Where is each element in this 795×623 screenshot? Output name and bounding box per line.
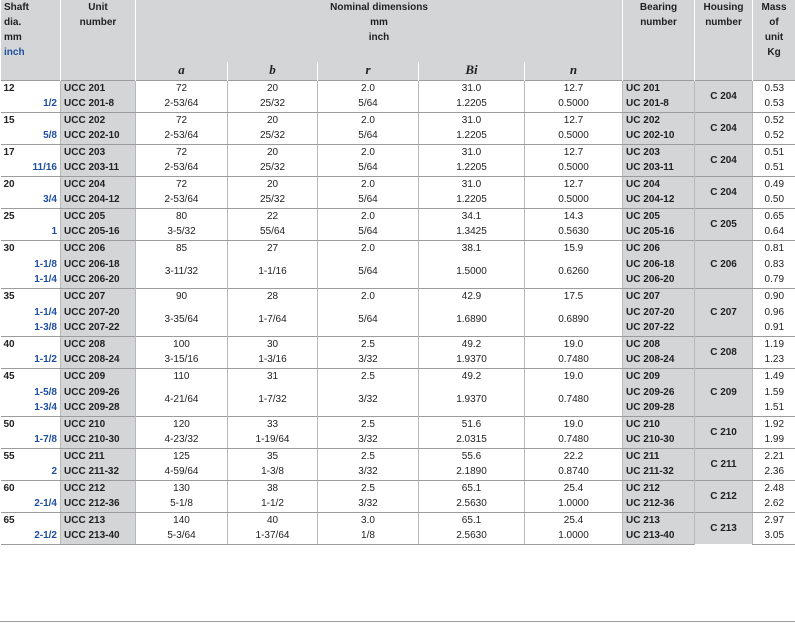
shaft-diameter-inch: 1-7/8 [1, 432, 61, 448]
unit-mass: 0.52 [753, 112, 795, 128]
dim-b: 20 [228, 112, 318, 128]
unit-mass: 3.05 [753, 528, 795, 544]
unit-number: UCC 209 [61, 368, 136, 384]
housing-number: C 204 [695, 144, 753, 176]
shaft-diameter-inch: 1-1/2 [1, 352, 61, 368]
unit-mass: 0.64 [753, 224, 795, 240]
bearing-number: UC 205 [623, 208, 695, 224]
unit-number: UCC 202-10 [61, 128, 136, 144]
dim-a: 140 [136, 512, 228, 528]
dim-n: 12.7 [525, 80, 623, 96]
dim-n: 0.6890 [525, 304, 623, 336]
unit-mass: 0.52 [753, 128, 795, 144]
unit-mass: 0.65 [753, 208, 795, 224]
dim-r: 2.0 [318, 112, 419, 128]
bearing-number: UC 213-40 [623, 528, 695, 544]
bearing-number: UC 203-11 [623, 160, 695, 176]
header-housing-number: Housing number [695, 0, 753, 80]
table-row [1, 128, 795, 144]
table-row [1, 288, 795, 304]
unit-number: UCC 206-20 [61, 272, 136, 288]
unit-mass: 0.53 [753, 80, 795, 96]
shaft-diameter-inch: 1-1/8 [34, 258, 57, 270]
dim-b: 1-7/64 [228, 304, 318, 336]
unit-number: UCC 207 [61, 288, 136, 304]
dim-n: 15.9 [525, 240, 623, 256]
bearing-number: UC 211-32 [623, 464, 695, 480]
unit-number: UCC 207-20 [61, 304, 136, 320]
dim-a: 72 [136, 176, 228, 192]
unit-mass: 0.90 [753, 288, 795, 304]
dim-r: 2.5 [318, 368, 419, 384]
dim-a: 3-15/16 [136, 352, 228, 368]
dim-n: 12.7 [525, 176, 623, 192]
shaft-diameter-mm: 65 [1, 512, 61, 528]
shaft-diameter-inch: 2 [1, 464, 61, 480]
dim-b: 25/32 [228, 96, 318, 112]
shaft-diameter-inch: 1-3/4 [1, 400, 61, 416]
header-dim-n: n [525, 62, 623, 80]
dim-bi: 2.1890 [419, 464, 525, 480]
dim-r: 3/32 [318, 464, 419, 480]
dim-bi: 65.1 [419, 512, 525, 528]
unit-mass: 1.92 [753, 416, 795, 432]
unit-mass: 0.53 [753, 96, 795, 112]
dim-bi: 49.2 [419, 368, 525, 384]
table-row [1, 80, 795, 96]
bearing-number: UC 212 [623, 480, 695, 496]
unit-number: UCC 210 [61, 416, 136, 432]
dim-bi: 1.2205 [419, 192, 525, 208]
unit-number: UCC 201 [61, 80, 136, 96]
shaft-diameter-mm: 30 [1, 240, 61, 256]
dim-a: 5-1/8 [136, 496, 228, 512]
dim-n: 0.7480 [525, 384, 623, 416]
dim-bi: 31.0 [419, 144, 525, 160]
header-dim-r: r [318, 62, 419, 80]
bearing-number: UC 205-16 [623, 224, 695, 240]
dim-r: 3/32 [318, 384, 419, 416]
unit-number: UCC 213 [61, 512, 136, 528]
dim-n: 0.5000 [525, 192, 623, 208]
unit-number: UCC 213-40 [61, 528, 136, 544]
table-row [1, 464, 795, 480]
shaft-diameter-mm: 60 [1, 480, 61, 496]
dim-b: 20 [228, 176, 318, 192]
unit-mass: 1.23 [753, 352, 795, 368]
unit-mass: 0.49 [753, 176, 795, 192]
header-dim-b: b [228, 62, 318, 80]
dim-b: 35 [228, 448, 318, 464]
table-row [1, 480, 795, 496]
dim-b: 22 [228, 208, 318, 224]
table-body [1, 80, 795, 544]
unit-number: UCC 209-26 [61, 384, 136, 400]
unit-mass: 0.96 [753, 304, 795, 320]
dim-r: 2.0 [318, 240, 419, 256]
dim-n: 0.6260 [525, 256, 623, 288]
table-row [1, 176, 795, 192]
bearing-number: UC 207-22 [623, 320, 695, 336]
dim-b: 1-1/2 [228, 496, 318, 512]
dim-a: 3-35/64 [136, 304, 228, 336]
bearing-number: UC 208 [623, 336, 695, 352]
shaft-diameter-mm: 17 [1, 144, 61, 160]
dim-a: 3-5/32 [136, 224, 228, 240]
dim-bi: 1.9370 [419, 352, 525, 368]
shaft-diameter-mm: 50 [1, 416, 61, 432]
shaft-diameter-inch: 1 [1, 224, 61, 240]
dim-bi: 1.2205 [419, 128, 525, 144]
dim-n: 1.0000 [525, 496, 623, 512]
header-bearing-number: Bearing number [623, 0, 695, 80]
dim-bi: 38.1 [419, 240, 525, 256]
bearing-number: UC 204 [623, 176, 695, 192]
dim-b: 1-1/16 [228, 256, 318, 288]
dim-b: 25/32 [228, 160, 318, 176]
dim-bi: 51.6 [419, 416, 525, 432]
dim-n: 0.5000 [525, 160, 623, 176]
dim-r: 3.0 [318, 512, 419, 528]
dim-n: 22.2 [525, 448, 623, 464]
dim-a: 2-53/64 [136, 192, 228, 208]
bearing-number: UC 206 [623, 240, 695, 256]
table-row [1, 448, 795, 464]
shaft-diameter-mm: 25 [1, 208, 61, 224]
table-row [1, 144, 795, 160]
unit-number: UCC 209-28 [61, 400, 136, 416]
table-bottom-rule [0, 621, 795, 622]
unit-number: UCC 202 [61, 112, 136, 128]
table-row [1, 224, 795, 240]
dim-r: 2.0 [318, 80, 419, 96]
table-row [1, 512, 795, 528]
dim-r: 3/32 [318, 432, 419, 448]
dim-r: 1/8 [318, 528, 419, 544]
shaft-diameter-inch: 11/16 [1, 160, 61, 176]
unit-number: UCC 203-11 [61, 160, 136, 176]
dim-b: 20 [228, 80, 318, 96]
dim-b: 1-7/32 [228, 384, 318, 416]
dim-n: 0.5000 [525, 128, 623, 144]
dim-bi: 31.0 [419, 80, 525, 96]
dim-bi: 2.5630 [419, 496, 525, 512]
dim-a: 85 [136, 240, 228, 256]
shaft-diameter-inch: 5/8 [1, 128, 61, 144]
unit-mass: 2.97 [753, 512, 795, 528]
table-row [1, 528, 795, 544]
bearing-number: UC 206-20 [623, 272, 695, 288]
dim-a: 2-53/64 [136, 96, 228, 112]
dim-n: 19.0 [525, 368, 623, 384]
shaft-diameter-inch: 1-1/4 [1, 272, 61, 288]
dim-a: 72 [136, 80, 228, 96]
dim-a: 72 [136, 112, 228, 128]
dim-a: 5-3/64 [136, 528, 228, 544]
dim-n: 0.8740 [525, 464, 623, 480]
dim-bi: 65.1 [419, 480, 525, 496]
bearing-number: UC 213 [623, 512, 695, 528]
dim-a: 4-23/32 [136, 432, 228, 448]
dim-n: 25.4 [525, 512, 623, 528]
dim-a: 110 [136, 368, 228, 384]
dim-bi: 1.2205 [419, 96, 525, 112]
dim-n: 0.7480 [525, 432, 623, 448]
shaft-diameter-inch: 1-3/8 [1, 320, 61, 336]
table-row [1, 384, 795, 400]
dim-bi: 49.2 [419, 336, 525, 352]
unit-mass: 2.48 [753, 480, 795, 496]
dim-b: 27 [228, 240, 318, 256]
dim-a: 2-53/64 [136, 128, 228, 144]
table-row [1, 96, 795, 112]
dim-r: 5/64 [318, 256, 419, 288]
dim-n: 19.0 [525, 336, 623, 352]
table-row [1, 416, 795, 432]
dim-n: 0.5630 [525, 224, 623, 240]
table-row [1, 112, 795, 128]
bearing-number: UC 201-8 [623, 96, 695, 112]
dim-a: 2-53/64 [136, 160, 228, 176]
dim-n: 1.0000 [525, 528, 623, 544]
dim-bi: 42.9 [419, 288, 525, 304]
shaft-diameter-inch: 2-1/2 [1, 528, 61, 544]
dim-n: 12.7 [525, 144, 623, 160]
unit-number: UCC 203 [61, 144, 136, 160]
dim-r: 2.0 [318, 288, 419, 304]
bearing-number: UC 202-10 [623, 128, 695, 144]
housing-number: C 204 [695, 80, 753, 112]
dim-b: 1-19/64 [228, 432, 318, 448]
shaft-diameter-mm: 12 [1, 80, 61, 96]
dim-r: 5/64 [318, 224, 419, 240]
shaft-diameter-inch: 2-1/4 [1, 496, 61, 512]
unit-mass: 0.81 [753, 240, 795, 256]
table-row [1, 240, 795, 256]
unit-number: UCC 211 [61, 448, 136, 464]
dim-r: 5/64 [318, 96, 419, 112]
dim-bi: 2.5630 [419, 528, 525, 544]
unit-number: UCC 201-8 [61, 96, 136, 112]
unit-number: UCC 205-16 [61, 224, 136, 240]
dim-bi: 2.0315 [419, 432, 525, 448]
dim-a: 100 [136, 336, 228, 352]
dim-bi: 31.0 [419, 112, 525, 128]
bearing-number: UC 206-18 [623, 256, 695, 272]
bearing-number: UC 201 [623, 80, 695, 96]
shaft-diameter-inch: 1-5/8 [34, 386, 57, 398]
unit-mass: 1.99 [753, 432, 795, 448]
dim-bi: 1.2205 [419, 160, 525, 176]
table-row [1, 368, 795, 384]
shaft-diameter-mm: 45 [1, 368, 61, 384]
dim-a: 3-11/32 [136, 256, 228, 288]
dim-n: 25.4 [525, 480, 623, 496]
housing-number: C 204 [695, 112, 753, 144]
dim-n: 17.5 [525, 288, 623, 304]
table-row [1, 208, 795, 224]
dim-a: 130 [136, 480, 228, 496]
unit-number: UCC 204 [61, 176, 136, 192]
unit-mass: 0.50 [753, 192, 795, 208]
dim-b: 20 [228, 144, 318, 160]
unit-mass: 1.49 [753, 368, 795, 384]
housing-number: C 209 [695, 368, 753, 416]
table-row [1, 192, 795, 208]
dim-r: 2.0 [318, 208, 419, 224]
table-row [1, 496, 795, 512]
dim-b: 38 [228, 480, 318, 496]
header-unit-number: Unit number [61, 0, 136, 80]
unit-mass: 2.21 [753, 448, 795, 464]
bearing-number: UC 209 [623, 368, 695, 384]
housing-number: C 207 [695, 288, 753, 336]
dim-b: 1-3/16 [228, 352, 318, 368]
housing-number: C 211 [695, 448, 753, 480]
dim-n: 14.3 [525, 208, 623, 224]
unit-mass: 0.91 [753, 320, 795, 336]
bearing-number: UC 209-28 [623, 400, 695, 416]
unit-mass: 0.83 [753, 256, 795, 272]
dim-b: 33 [228, 416, 318, 432]
dim-bi: 55.6 [419, 448, 525, 464]
housing-number: C 213 [695, 512, 753, 544]
unit-number: UCC 206 [61, 240, 136, 256]
dim-bi: 34.1 [419, 208, 525, 224]
dim-n: 19.0 [525, 416, 623, 432]
shaft-diameter-mm: 15 [1, 112, 61, 128]
dim-b: 25/32 [228, 192, 318, 208]
dim-bi: 1.5000 [419, 256, 525, 288]
unit-mass: 1.19 [753, 336, 795, 352]
shaft-diameter-mm: 20 [1, 176, 61, 192]
dim-a: 120 [136, 416, 228, 432]
dim-b: 55/64 [228, 224, 318, 240]
table-row [1, 336, 795, 352]
dim-r: 2.0 [318, 144, 419, 160]
dim-bi: 1.3425 [419, 224, 525, 240]
table-row [1, 352, 795, 368]
dim-n: 12.7 [525, 112, 623, 128]
bearing-number: UC 209-26 [623, 384, 695, 400]
bearing-number: UC 211 [623, 448, 695, 464]
dim-a: 125 [136, 448, 228, 464]
dim-b: 31 [228, 368, 318, 384]
shaft-diameter-inch: 1-1/4 [34, 306, 57, 318]
bearing-number: UC 207-20 [623, 304, 695, 320]
shaft-diameter-mm: 40 [1, 336, 61, 352]
dim-n: 0.7480 [525, 352, 623, 368]
unit-mass: 2.36 [753, 464, 795, 480]
housing-number: C 210 [695, 416, 753, 448]
unit-number: UCC 208 [61, 336, 136, 352]
unit-number: UCC 210-30 [61, 432, 136, 448]
table-row [1, 432, 795, 448]
dim-bi: 1.9370 [419, 384, 525, 416]
dim-bi: 1.6890 [419, 304, 525, 336]
dim-r: 2.5 [318, 480, 419, 496]
dim-a: 80 [136, 208, 228, 224]
header-dim-a: a [136, 62, 228, 80]
bearing-number: UC 204-12 [623, 192, 695, 208]
unit-mass: 1.51 [753, 400, 795, 416]
unit-mass: 0.51 [753, 160, 795, 176]
unit-number: UCC 211-32 [61, 464, 136, 480]
unit-mass: 0.51 [753, 144, 795, 160]
dim-r: 5/64 [318, 128, 419, 144]
table-row [1, 160, 795, 176]
unit-number: UCC 212 [61, 480, 136, 496]
dim-a: 4-21/64 [136, 384, 228, 416]
dim-a: 4-59/64 [136, 464, 228, 480]
unit-number: UCC 207-22 [61, 320, 136, 336]
unit-mass: 0.79 [753, 272, 795, 288]
dim-r: 2.5 [318, 336, 419, 352]
shaft-diameter-inch: 3/4 [1, 192, 61, 208]
dim-r: 2.5 [318, 416, 419, 432]
housing-number: C 206 [695, 240, 753, 288]
housing-number: C 204 [695, 176, 753, 208]
dim-b: 40 [228, 512, 318, 528]
unit-number: UCC 205 [61, 208, 136, 224]
housing-number: C 205 [695, 208, 753, 240]
bearing-number: UC 203 [623, 144, 695, 160]
shaft-diameter-mm: 55 [1, 448, 61, 464]
bearing-number: UC 212-36 [623, 496, 695, 512]
bearing-number: UC 210-30 [623, 432, 695, 448]
housing-number: C 208 [695, 336, 753, 368]
dim-b: 25/32 [228, 128, 318, 144]
dim-b: 1-37/64 [228, 528, 318, 544]
dim-b: 1-3/8 [228, 464, 318, 480]
unit-number: UCC 204-12 [61, 192, 136, 208]
dim-r: 5/64 [318, 192, 419, 208]
unit-number: UCC 212-36 [61, 496, 136, 512]
shaft-diameter-inch: 1/2 [1, 96, 61, 112]
unit-number: UCC 208-24 [61, 352, 136, 368]
housing-number: C 212 [695, 480, 753, 512]
bearing-number: UC 208-24 [623, 352, 695, 368]
bearing-number: UC 202 [623, 112, 695, 128]
unit-mass: 2.62 [753, 496, 795, 512]
dim-n: 0.5000 [525, 96, 623, 112]
unit-number: UCC 206-18 [61, 256, 136, 272]
bearing-number: UC 210 [623, 416, 695, 432]
dim-r: 3/32 [318, 496, 419, 512]
unit-mass: 1.59 [753, 384, 795, 400]
dim-a: 72 [136, 144, 228, 160]
dim-a: 90 [136, 288, 228, 304]
header-shaft: Shaft dia. mm inch [1, 0, 61, 80]
header-mass: Mass of unit Kg [753, 0, 795, 80]
bearing-number: UC 207 [623, 288, 695, 304]
dim-r: 5/64 [318, 304, 419, 336]
header-dim-bi: Bi [419, 62, 525, 80]
table-row [1, 304, 795, 320]
dim-r: 2.0 [318, 176, 419, 192]
dim-b: 28 [228, 288, 318, 304]
dim-r: 5/64 [318, 160, 419, 176]
dim-r: 2.5 [318, 448, 419, 464]
table-row [1, 256, 795, 272]
dim-b: 30 [228, 336, 318, 352]
dim-r: 3/32 [318, 352, 419, 368]
shaft-diameter-mm: 35 [1, 288, 61, 304]
header-nominal-dimensions: Nominal dimensions mm inch [136, 0, 623, 62]
dim-bi: 31.0 [419, 176, 525, 192]
